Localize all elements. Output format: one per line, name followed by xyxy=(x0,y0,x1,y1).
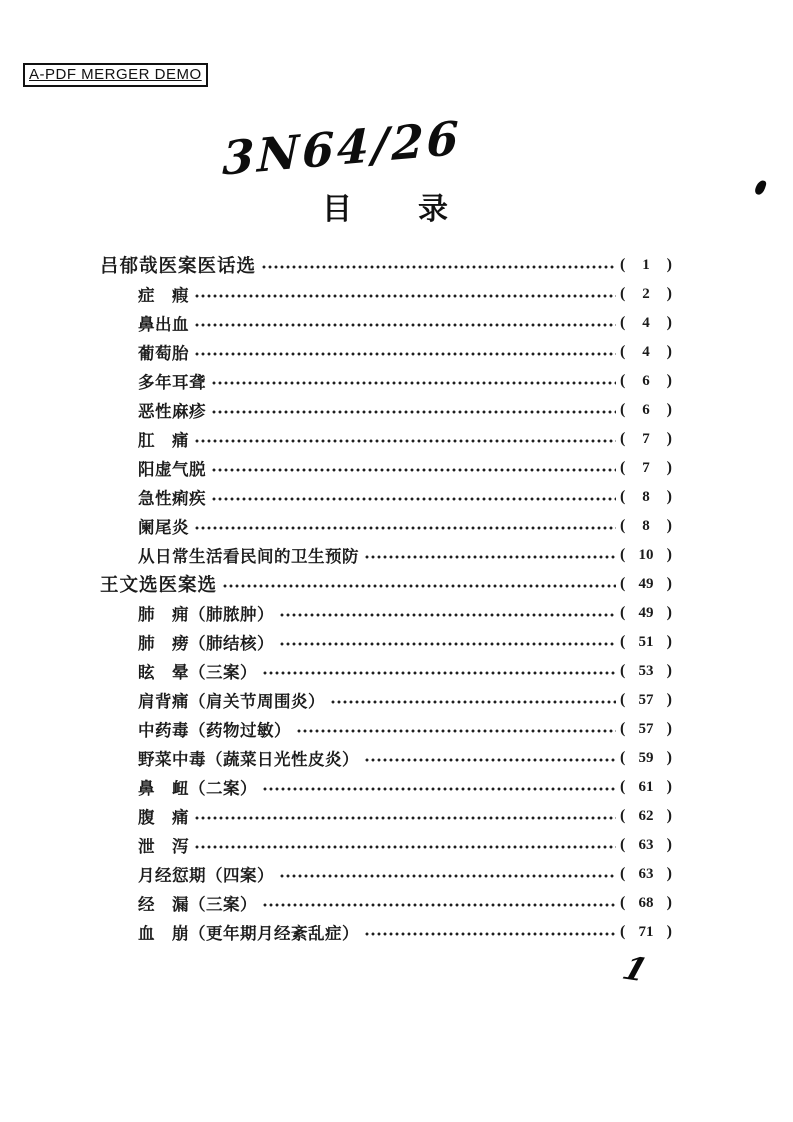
toc-entry-page xyxy=(620,865,672,883)
handwritten-catalog-number: 3N64/26 xyxy=(221,110,462,186)
page-number: ( 59 xyxy=(638,749,654,766)
toc-entry-title: 鼻出血 xyxy=(138,314,189,334)
toc-entry-title: 肺 痨（肺结核） xyxy=(138,633,274,653)
toc-entry-title: 泄 泻 xyxy=(138,836,189,856)
toc-row xyxy=(100,482,672,511)
toc-entry-title: 血 崩（更年期月经紊乱症） xyxy=(138,923,359,943)
dot-leader xyxy=(212,465,616,475)
toc-row xyxy=(100,830,672,859)
page-number: ( 53 xyxy=(638,662,654,679)
handwritten-page-mark: 1 xyxy=(618,949,653,989)
toc-entry-title: 野菜中毒（蔬菜日光性皮炎） xyxy=(138,749,359,769)
toc-entry-page xyxy=(620,923,672,941)
dot-leader xyxy=(365,755,616,765)
dot-leader xyxy=(262,262,616,272)
toc-entry-title: 肛 痛 xyxy=(138,430,189,450)
toc-entry-page xyxy=(620,894,672,912)
dot-leader xyxy=(280,610,616,620)
toc-row xyxy=(100,279,672,308)
page-number: ( 61 xyxy=(638,778,654,795)
page-number: ( 71 xyxy=(638,923,654,940)
toc-entry-title: 恶性麻疹 xyxy=(138,401,206,421)
page-number: ( 4 xyxy=(642,343,650,360)
toc-entry-page xyxy=(620,459,672,477)
toc-row xyxy=(100,801,672,830)
dot-leader xyxy=(195,842,616,852)
toc-row xyxy=(100,656,672,685)
page-number: ( 6 xyxy=(642,372,650,389)
pdf-merger-watermark: A-PDF MERGER DEMO xyxy=(23,63,208,87)
toc-entry-page xyxy=(620,662,672,680)
toc-row xyxy=(100,540,672,569)
page-number: ( 57 xyxy=(638,691,654,708)
toc-entry-title: 葡萄胎 xyxy=(138,343,189,363)
page-number: ( 68 xyxy=(638,894,654,911)
dot-leader xyxy=(280,871,616,881)
toc-entry-title: 月经愆期（四案） xyxy=(138,865,274,885)
toc-entry-page xyxy=(620,749,672,767)
toc-entry-title: 急性痢疾 xyxy=(138,488,206,508)
toc-entry-title: 阳虚气脱 xyxy=(138,459,206,479)
toc-entry-page xyxy=(620,314,672,332)
toc-entry-title: 眩 晕（三案） xyxy=(138,662,257,682)
page-number: ( 57 xyxy=(638,720,654,737)
page-number: ( 49 xyxy=(638,575,654,592)
toc-entry-title: 经 漏（三案） xyxy=(138,894,257,914)
toc-entry-page xyxy=(620,517,672,535)
page-number: ( 4 xyxy=(642,314,650,331)
toc-entry-page xyxy=(620,430,672,448)
dot-leader xyxy=(195,349,616,359)
toc-row xyxy=(100,511,672,540)
toc-entry-title: 肺 痈（肺脓肿） xyxy=(138,604,274,624)
page-number: ( 7 xyxy=(642,430,650,447)
toc-row xyxy=(100,685,672,714)
toc-row xyxy=(100,395,672,424)
dot-leader xyxy=(365,929,616,939)
toc-entry-page xyxy=(620,604,672,622)
toc-entry-page xyxy=(620,836,672,854)
dot-leader xyxy=(263,784,616,794)
page-number: ( 8 xyxy=(642,488,650,505)
dot-leader xyxy=(195,813,616,823)
toc-row xyxy=(100,772,672,801)
toc-row xyxy=(100,569,672,598)
toc-row xyxy=(100,337,672,366)
toc-entry-title: 肩背痛（肩关节周围炎） xyxy=(138,691,325,711)
ink-blot-mark xyxy=(754,179,767,196)
toc-entry-title: 从日常生活看民间的卫生预防 xyxy=(138,546,359,566)
dot-leader xyxy=(212,378,616,388)
toc-row xyxy=(100,308,672,337)
page-title: 目 录 xyxy=(322,193,450,226)
dot-leader xyxy=(195,436,616,446)
toc-row xyxy=(100,250,672,279)
toc-entry-page xyxy=(620,778,672,796)
dot-leader xyxy=(223,581,616,591)
page-number: ( 63 xyxy=(638,865,654,882)
page-number: ( 51 xyxy=(638,633,654,650)
toc-entry-title: 鼻 衄（二案） xyxy=(138,778,257,798)
toc-entry-page xyxy=(620,343,672,361)
toc-entry-page xyxy=(620,401,672,419)
page-number: ( 1 xyxy=(642,256,650,273)
page-number: ( 10 xyxy=(638,546,654,563)
page-number: ( 49 xyxy=(638,604,654,621)
toc-entry-page xyxy=(620,720,672,738)
page-number: ( 8 xyxy=(642,517,650,534)
dot-leader xyxy=(195,291,616,301)
toc-entry-page xyxy=(620,256,672,274)
toc-row xyxy=(100,366,672,395)
toc-entry-page xyxy=(620,691,672,709)
dot-leader xyxy=(365,552,616,562)
toc-row xyxy=(100,598,672,627)
toc-entry-page xyxy=(620,546,672,564)
toc-row xyxy=(100,453,672,482)
toc-entry-page xyxy=(620,372,672,390)
toc-entry-page xyxy=(620,488,672,506)
toc-row xyxy=(100,627,672,656)
toc-entry-page xyxy=(620,807,672,825)
toc-entry-title: 中药毒（药物过敏） xyxy=(138,720,291,740)
toc-entry-page xyxy=(620,575,672,593)
dot-leader xyxy=(195,320,616,330)
dot-leader xyxy=(331,697,616,707)
toc-entry-title: 阑尾炎 xyxy=(138,517,189,537)
dot-leader xyxy=(195,523,616,533)
dot-leader xyxy=(280,639,616,649)
page-number: ( 6 xyxy=(642,401,650,418)
dot-leader xyxy=(212,407,616,417)
toc-row xyxy=(100,424,672,453)
toc-row xyxy=(100,859,672,888)
dot-leader xyxy=(263,900,616,910)
toc-row xyxy=(100,888,672,917)
toc-row xyxy=(100,743,672,772)
dot-leader xyxy=(297,726,616,736)
toc-entry-title: 吕郁哉医案医话选 xyxy=(100,256,257,277)
page-number: ( 63 xyxy=(638,836,654,853)
toc-entry-title: 多年耳聋 xyxy=(138,372,206,392)
toc-row xyxy=(100,917,672,946)
page-number: ( 2 xyxy=(642,285,650,302)
page-number: ( 7 xyxy=(642,459,650,476)
dot-leader xyxy=(212,494,616,504)
toc-row xyxy=(100,714,672,743)
toc-entry-title: 王文选医案选 xyxy=(100,575,218,596)
toc-entry-page xyxy=(620,285,672,303)
toc-list xyxy=(100,250,672,946)
toc-entry-page xyxy=(620,633,672,651)
page-number: ( 62 xyxy=(638,807,654,824)
toc-entry-title: 症 瘕 xyxy=(138,285,189,305)
dot-leader xyxy=(263,668,616,678)
toc-entry-title: 腹 痛 xyxy=(138,807,189,827)
